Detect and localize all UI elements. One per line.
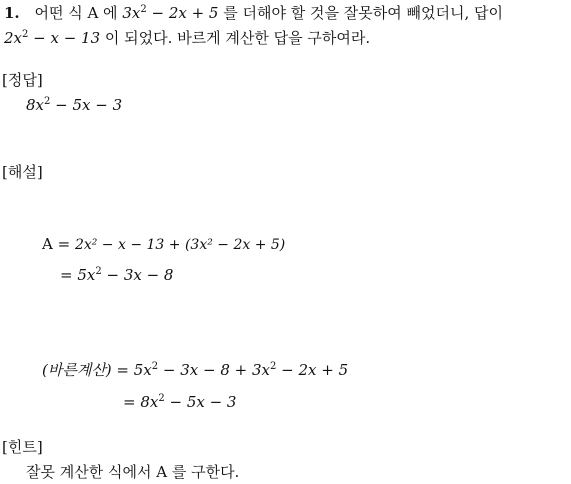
answer-expression [26,96,122,114]
eq1-lhs: A = [42,235,75,253]
explanation-eq1 [42,235,285,254]
explanation-eq2 [60,266,173,284]
problem-expr-rest: − 2x + 5 [146,4,219,22]
eq3-lhs: (바른계산) = 5x [42,361,152,379]
eq4-exponent: 2 [158,393,165,404]
problem-line2-expr-rest: − x − 13 [28,29,101,47]
hint-header: [힌트] [2,438,43,456]
explanation-eq4 [123,393,236,411]
problem-line2-suffix: 이 되었다. 바르게 계산한 답을 구하여라. [100,29,371,47]
explanation-header: [해설] [2,163,43,181]
problem-text-prefix: 어떤 식 A 에 [34,4,123,22]
eq3-exponent-1: 2 [151,361,159,372]
eq4-rest: − 5x − 3 [164,393,237,411]
eq1-rhs: 2x² − x − 13 + (3x² − 2x + 5) [74,237,286,253]
problem-number: 1. [4,4,20,22]
eq4-prefix: = 8x [123,393,159,411]
eq3-rest: − 2x + 5 [276,361,349,379]
eq2-exponent: 2 [95,266,102,277]
hint-text: 잘못 계산한 식에서 A 를 구한다. [26,463,240,481]
answer-rest: − 5x − 3 [50,96,123,114]
problem-line-1 [4,4,503,22]
answer-term-a: 8x [26,96,45,114]
answer-exponent: 2 [44,96,51,107]
eq3-mid: − 3x − 8 + 3x [158,361,271,379]
problem-expr-term-a: 3x [122,4,141,22]
answer-header: [정답] [2,71,43,89]
eq3-exponent-2: 2 [270,361,277,372]
explanation-eq3 [42,361,348,379]
problem-line2-expr-exponent: 2 [22,29,29,40]
problem-line2-expr-term-a: 2x [4,29,23,47]
problem-text-suffix: 를 더해야 할 것을 잘못하여 빼었더니, 답이 [218,4,503,22]
problem-expr-exponent: 2 [140,4,147,15]
eq2-prefix: = 5x [60,266,96,284]
problem-line-2 [4,29,370,47]
eq2-rest: − 3x − 8 [101,266,174,284]
